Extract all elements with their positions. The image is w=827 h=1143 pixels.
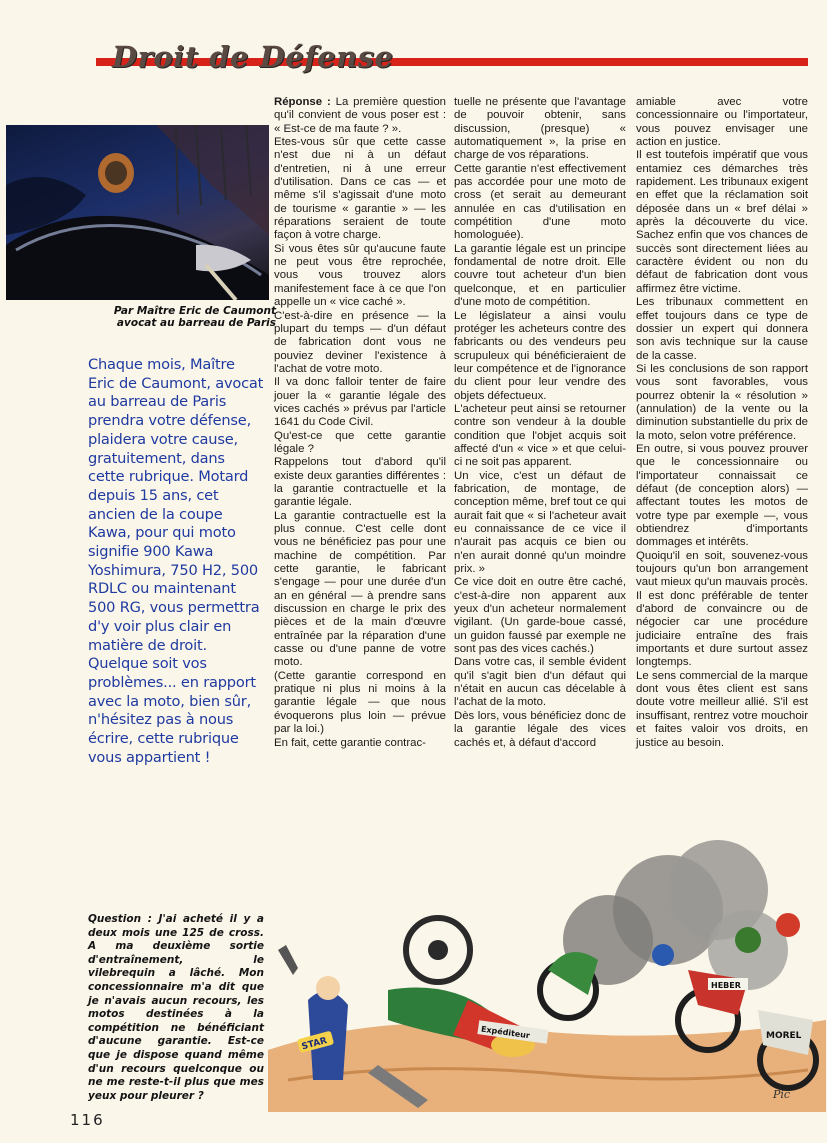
answer-paragraph: C'est-à-dire en présence — la plupart du temps — d'un défaut de fabrication dont vous ne pouviez deviner l'existence à l'achat de votre moto. xyxy=(274,309,446,375)
answer-paragraph: Si vous êtes sûr qu'aucune faute ne peut vous être reprochée, vous vous trouvez alors manifestement face à ce que l'on appelle un « vice caché ». xyxy=(274,242,446,309)
answer-column-3 xyxy=(636,96,808,750)
answer-paragraph: amiable avec votre concessionnaire ou l'importateur, vous pouvez envisager une action en justice. xyxy=(636,96,808,149)
answer-paragraph: Un vice, c'est un défaut de fabrication, de montage, de conception même, bref tout ce qui aurait fait que « si l'acheteur avait eu connaissance de ce vice il n'aurait pas acquis ce bien ou n'en aurait donné qu'un moindre prix. » xyxy=(454,469,626,576)
answer-paragraph: Les tribunaux commettent en effet toujours dans ce type de dossier un expert qui donnera son avis technique sur la cause de la casse. xyxy=(636,296,808,362)
answer-paragraph: Dès lors, vous bénéficiez donc de la garantie légale des vices cachés et, à défaut d'accord xyxy=(454,709,626,749)
answer-paragraph: L'acheteur peut ainsi se retourner contre son vendeur à la double condition que l'objet acquis soit affecté d'un « vice » et que celui-ci ne soit pas apparent. xyxy=(454,402,626,469)
answer-paragraph: Dans votre cas, il semble évident qu'il s'agit bien d'un défaut qui n'était en aucun cas décelable à l'achat de la moto. xyxy=(454,656,626,709)
answer-text: La première question qu'il convient de vous poser est : « Est-ce de ma faute ? ». xyxy=(274,96,446,135)
answer-paragraph: (Cette garantie correspond en pratique ni plus ni moins à la garantie légale — que nous évoquerons plus loin — prévue par la loi.) xyxy=(274,669,446,736)
star-label: STAR xyxy=(300,1036,329,1053)
answer-paragraph: Rappelons tout d'abord qu'il existe deux garanties différentes : la garantie contractuelle et la garantie légale. xyxy=(274,456,446,509)
question-label: Question : xyxy=(88,913,152,925)
rubrique-title: Droit de Défense xyxy=(112,40,394,74)
reader-question xyxy=(88,913,264,1103)
answer-paragraph: En outre, si vous pouvez prouver que le concessionnaire ou l'importateur connaissait ce défaut (de conception alors) — affectant toutes les motos de votre type par exemple —, vous obtiendrez d'importants dommages et intérêts. xyxy=(636,442,808,549)
answer-paragraph: Qu'est-ce que cette garantie légale ? xyxy=(274,429,446,455)
answer-paragraph: Il va donc falloir tenter de faire jouer la « garantie légale des vices cachés » prévus par l'article 1641 du Code Civil. xyxy=(274,376,446,429)
answer-paragraph: En fait, cette garantie contrac- xyxy=(274,736,426,749)
answer-label: Réponse : xyxy=(274,96,331,108)
answer-paragraph xyxy=(274,96,446,136)
question-text: J'ai acheté il y a deux mois une 125 de cross. A ma deuxième sortie d'entraînement, le vilebrequin a lâché. Mon concessionnaire m'a dit que je n'avais aucun recours, les motos destinées à la compétition ne bénéficiant d'aucune garantie. Est-ce que je dispose quand même d'un recours quelconque ou ne me reste-t-il plus que mes yeux pour pleurer ? xyxy=(88,913,264,1102)
intro-text: Chaque mois, Maître Eric de Caumont, avocat au barreau de Paris prendra votre défense, plaidera votre cause, gratuitement, dans cette rubrique. Motard depuis 15 ans, cet ancien de la coupe Kawa, pour qui moto signifie 900 Kawa Yoshimura, 750 H2, 500 RDLC ou maintenant 500 RG, vous permettra d'y voir plus clair en matière de droit. Quelque soit vos problèmes... en rapport avec la moto, bien sûr, n'hésitez pas à nous écrire, cette rubrique vous appartient ! xyxy=(88,356,264,766)
answer-paragraph: Ce vice doit en outre être caché, c'est-à-dire non apparent aux yeux d'un acheteur normalement vigilant. (Un garde-boue cassé, un guidon faussé par exemple ne sont pas des vices cachés.) xyxy=(454,576,626,656)
answer-paragraph: Si les conclusions de son rapport vous sont favorables, vous pourrez obtenir la « résolution » (annulation) de la vente ou la diminution substantielle du prix de la moto, selon votre préférence. xyxy=(636,362,808,442)
answer-paragraph: Quoiqu'il en soit, souvenez-vous toujours qu'un bon arrangement vaut mieux qu'un mauvais procès. Il est donc préférable de tenter d'abord de convaincre ou de négocier car une procédure judiciaire entraîne des frais importants et dure surtout assez longtemps. xyxy=(636,549,808,669)
author-photo xyxy=(6,125,269,300)
answer-paragraph: La garantie légale est un principe fondamental de notre droit. Elle couvre tout acheteur d'un bien quelconque, et en particulier d'une moto de compétition. xyxy=(454,242,626,309)
answer-paragraph: Le sens commercial de la marque dont vous êtes client est sans doute votre meilleur allié. S'il est insuffisant, rentrez votre mouchoir et faites valoir vos droits, en justice au besoin. xyxy=(636,669,808,749)
photo-caption: Par Maître Eric de Caumont avocat au barreau de Paris xyxy=(113,305,276,329)
answer-paragraph: Etes-vous sûr que cette casse n'est due ni à un défaut d'entretien, ni à une erreur d'utilisation. Dans ce cas — et même s'il s'agissait d'une moto de tourisme « garantie » — les réparations seraient de toute façon à votre charge. xyxy=(274,136,446,242)
answer-paragraph: Il est toutefois impératif que vous entamiez ces démarches très rapidement. Les tribunaux exigent en effet que la réclamation soit déposée dans un « bref délai » après la découverte du vice. Sachez enfin que vos chances de succès sont directement liées au caractère évident ou non du défaut de fabrication dont vous affirmez être victime. xyxy=(636,149,808,295)
motorcyclist-photo xyxy=(6,125,269,300)
cartoon-illustration xyxy=(268,830,826,1112)
answer-paragraph: tuelle ne présente que l'avantage de pouvoir obtenir, sans discussion, (presque) « automatiquement », la prise en charge de vos réparations. xyxy=(454,96,626,162)
artist-signature: Pic xyxy=(773,1088,791,1101)
bike-plate-label: MOREL xyxy=(766,1031,802,1041)
motocross-crash-cartoon xyxy=(268,830,826,1112)
page-number: 116 xyxy=(70,1111,105,1129)
answer-paragraph: La garantie contractuelle est la plus connue. C'est celle dont vous ne bénéficiez pas pour une machine de compétition. Par cette garantie, le fabricant s'engage — pour une durée d'un an en général — à prendre sans discussion en charge le prix des pièces et de la main d'œuvre entraînée par la réparation d'une casse ou d'une panne de votre moto. xyxy=(274,509,446,669)
answer-paragraph: Le législateur a ainsi voulu protéger les acheteurs contre des fabricants ou des vendeurs peu scrupuleux qui bénéficieraient de leur compétence et de l'ignorance du client pour leur vendre des objets défectueux. xyxy=(454,309,626,402)
sender-label: Expéditeur xyxy=(480,1024,531,1041)
bike-number-label: HEBER xyxy=(711,981,741,990)
answer-paragraph: Cette garantie n'est effectivement pas accordée pour une moto de cross (et serait au demeurant annulée en cas d'utilisation en compétition d'une moto homologuée). xyxy=(454,162,626,242)
answer-column-1 xyxy=(274,96,446,750)
answer-column-2 xyxy=(454,96,626,750)
